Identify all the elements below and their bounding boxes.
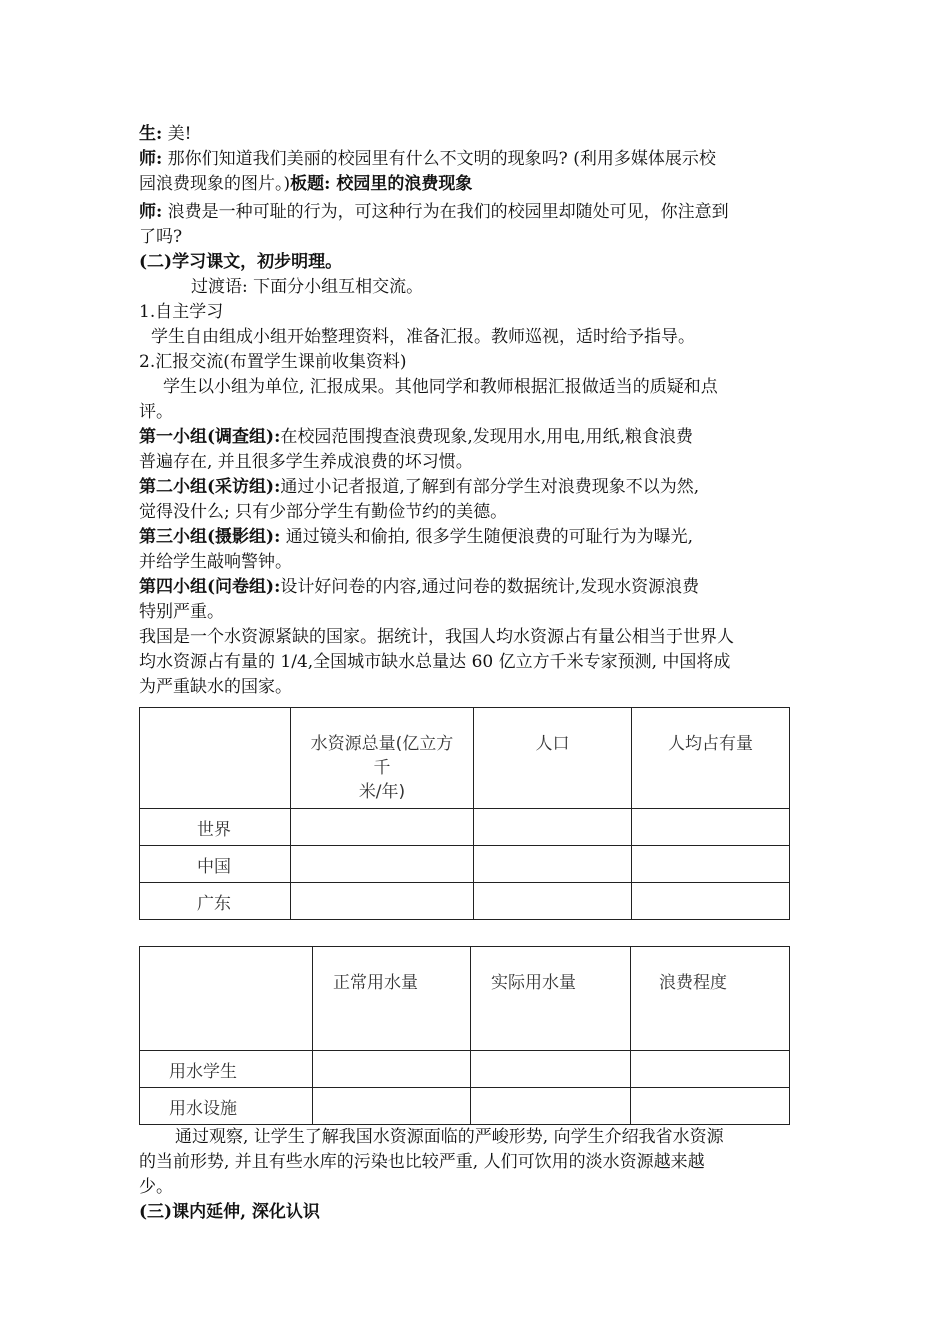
table-cell	[474, 846, 632, 883]
table-row	[140, 1051, 790, 1088]
table-cell	[631, 1088, 790, 1125]
paragraph-text: 园浪费现象的图片。)	[139, 174, 291, 194]
table-cell	[474, 883, 632, 920]
water-usage-table	[139, 946, 790, 1125]
paragraph-text: 那你们知道我们美丽的校园里有什么不文明的现象吗? (利用多媒体展示校	[162, 149, 716, 169]
group-2-report-cont: 觉得没什么; 只有少部分学生有勤俭节约的美德。	[139, 502, 508, 522]
group-text: 通过小记者报道,了解到有部分学生对浪费现象不以为然,	[280, 477, 700, 497]
table-header-cell: 浪费程度	[631, 947, 790, 1051]
table-header-cell: 人口	[474, 708, 632, 809]
document-page	[139, 122, 801, 1225]
table-cell	[632, 809, 790, 846]
group-4-report-cont: 特别严重。	[139, 602, 224, 622]
paragraph-student-reply	[139, 122, 801, 147]
paragraph-text: 美!	[162, 124, 192, 144]
table-header-cell: 人均占有量	[632, 708, 790, 809]
group-1-report	[139, 425, 801, 450]
table-header-row	[140, 947, 790, 1051]
transition-text: 过渡语: 下面分小组互相交流。	[191, 277, 424, 297]
table-cell	[474, 809, 632, 846]
table-header-cell	[140, 947, 313, 1051]
board-title: 板题: 校园里的浪费现象	[290, 174, 473, 194]
section-heading-2: (二)学习课文，初步明理。	[139, 252, 343, 272]
observation-paragraph: 通过观察, 让学生了解我国水资源面临的严峻形势, 向学生介绍我省水资源	[175, 1127, 724, 1147]
speaker-label: 师:	[139, 202, 163, 222]
header-text: 千	[373, 758, 391, 778]
group-text: 设计好问卷的内容,通过问卷的数据统计,发现水资源浪费	[280, 577, 700, 597]
table-row	[140, 846, 790, 883]
item-1-title: 1.自主学习	[139, 302, 224, 322]
group-label: 第四小组(问卷组):	[139, 577, 281, 597]
group-label: 第二小组(采访组):	[139, 477, 281, 497]
speaker-label: 生:	[139, 124, 163, 144]
paragraph-teacher-remark	[139, 200, 801, 225]
row-label-cell: 用水设施	[140, 1088, 313, 1125]
table-cell	[291, 846, 474, 883]
section-heading-3: (三)课内延伸, 深化认识	[139, 1202, 320, 1222]
observation-paragraph-cont: 的当前形势, 并且有些水库的污染也比较严重, 人们可饮用的淡水资源越来越	[139, 1152, 705, 1172]
group-1-report-cont: 普遍存在, 并且很多学生养成浪费的坏习惯。	[139, 452, 473, 472]
water-resources-table	[139, 707, 790, 920]
table-cell	[632, 846, 790, 883]
table-cell	[632, 883, 790, 920]
item-2-text: 学生以小组为单位, 汇报成果。其他同学和教师根据汇报做适当的质疑和点	[163, 377, 718, 397]
item-1-text: 学生自由组成小组开始整理资料，准备汇报。教师巡视，适时给予指导。	[151, 327, 695, 347]
water-paragraph-cont: 均水资源占有量的 1/4,全国城市缺水总量达 60 亿立方千米专家预测, 中国将成	[139, 652, 731, 672]
table-cell	[291, 883, 474, 920]
group-3-report-cont: 并给学生敲响警钟。	[139, 552, 292, 572]
table-header-cell	[140, 708, 291, 809]
item-2-title: 2.汇报交流(布置学生课前收集资料)	[139, 352, 407, 372]
row-label-cell: 用水学生	[140, 1051, 313, 1088]
paragraph-text: 了吗?	[139, 227, 183, 247]
group-label: 第一小组(调查组):	[139, 427, 281, 447]
table-header-cell: 实际用水量	[471, 947, 631, 1051]
table-row	[140, 883, 790, 920]
group-3-report	[139, 525, 801, 550]
water-paragraph-end: 为严重缺水的国家。	[139, 677, 292, 697]
table-header-cell	[291, 708, 474, 809]
table-cell	[313, 1088, 471, 1125]
table-cell	[291, 809, 474, 846]
group-text: 通过镜头和偷拍, 很多学生随便浪费的可耻行为为曝光,	[280, 527, 693, 547]
table-header-row	[140, 708, 790, 809]
table-cell	[631, 1051, 790, 1088]
group-label: 第三小组(摄影组):	[139, 527, 281, 547]
row-label-cell: 广东	[140, 883, 291, 920]
paragraph-teacher-question-cont	[139, 172, 801, 197]
paragraph-text: 浪费是一种可耻的行为，可这种行为在我们的校园里却随处可见，你注意到	[162, 202, 729, 222]
table-cell	[471, 1088, 631, 1125]
water-paragraph: 我国是一个水资源紧缺的国家。据统计，我国人均水资源占有量公相当于世界人	[139, 627, 734, 647]
table-row	[140, 809, 790, 846]
observation-paragraph-end: 少。	[139, 1177, 173, 1197]
item-2-text-cont: 评。	[139, 402, 173, 422]
header-text: 水资源总量(亿立方	[310, 734, 454, 754]
table-cell	[471, 1051, 631, 1088]
group-2-report	[139, 475, 801, 500]
table-cell	[313, 1051, 471, 1088]
table-row	[140, 1088, 790, 1125]
table-header-cell: 正常用水量	[313, 947, 471, 1051]
row-label-cell: 中国	[140, 846, 291, 883]
speaker-label: 师:	[139, 149, 163, 169]
group-text: 在校园范围搜查浪费现象,发现用水,用电,用纸,粮食浪费	[280, 427, 693, 447]
paragraph-teacher-remark-cont	[139, 225, 801, 250]
header-text: 米/年)	[358, 782, 406, 802]
paragraph-teacher-question	[139, 147, 801, 172]
group-4-report	[139, 575, 801, 600]
row-label-cell: 世界	[140, 809, 291, 846]
